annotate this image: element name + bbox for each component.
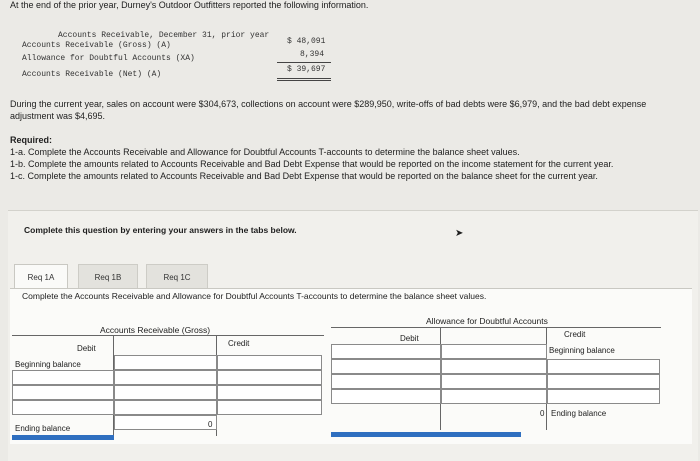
t-account-credit-label: Credit <box>228 339 250 348</box>
balance-row-net-label: Accounts Receivable (Net) (A) <box>22 70 162 79</box>
subtotal-line <box>277 62 331 63</box>
credit-label-input[interactable] <box>547 389 660 404</box>
t-account-title: Allowance for Doubtful Accounts <box>426 316 548 326</box>
complete-prompt: Complete this question by entering your answers in the tabs below. <box>24 225 297 235</box>
t-account-title: Accounts Receivable (Gross) <box>100 325 211 335</box>
ending-balance-bar <box>331 432 521 437</box>
ending-balance-label: Ending balance <box>551 409 607 418</box>
beginning-balance-label: Beginning balance <box>15 360 81 369</box>
debit-input[interactable] <box>114 385 217 400</box>
beginning-balance-label: Beginning balance <box>549 346 615 355</box>
credit-label-input[interactable] <box>547 359 660 374</box>
required-item-1c: 1-c. Complete the amounts related to Accounts Receivable and Bad Debt Expense that would be reported on the balance sheet for the current year. <box>10 171 598 181</box>
debit-label-input[interactable] <box>12 370 114 385</box>
balance-header: Accounts Receivable, December 31, prior year <box>58 31 270 40</box>
credit-input[interactable] <box>217 385 322 400</box>
credit-label-input[interactable] <box>547 374 660 389</box>
t-account-debit-label: Debit <box>77 344 96 353</box>
debit-label-input[interactable] <box>331 359 441 374</box>
credit-input[interactable] <box>217 400 322 415</box>
debit-input[interactable] <box>441 359 547 374</box>
debit-input[interactable] <box>114 400 217 415</box>
debit-input[interactable] <box>114 415 217 430</box>
required-section <box>10 134 660 182</box>
debit-label-input[interactable] <box>12 385 114 400</box>
ending-balance-label: Ending balance <box>15 424 71 433</box>
required-heading: Required: <box>10 135 53 145</box>
tab-req-1a[interactable] <box>14 264 68 289</box>
required-item-1a: 1-a. Complete the Accounts Receivable and Allowance for Doubtful Accounts T-accounts to determine the balance sheet values. <box>10 147 520 157</box>
total-line-2 <box>277 80 331 81</box>
mouse-cursor-icon: ➤ <box>455 228 464 239</box>
tab-req-1b[interactable] <box>78 264 138 289</box>
total-line-1 <box>277 78 331 79</box>
debit-input[interactable] <box>441 344 547 359</box>
tab-label: Req 1C <box>163 272 191 282</box>
balance-row-net-value: $ 39,697 <box>287 65 326 74</box>
intro-text: At the end of the prior year, Durney's Outdoor Outfitters reported the following information. <box>10 0 369 10</box>
credit-input[interactable] <box>217 370 322 385</box>
debit-label-input[interactable] <box>331 389 441 404</box>
t-account-topline <box>331 327 661 328</box>
debit-input[interactable] <box>441 389 547 404</box>
tab-label: Req 1A <box>27 272 55 282</box>
debit-label-input[interactable] <box>331 374 441 389</box>
t-account-debit-label: Debit <box>400 334 419 343</box>
t-account-credit-label: Credit <box>564 330 586 339</box>
ending-balance-value: 0 <box>540 409 545 418</box>
tab-req-1c[interactable] <box>146 264 208 289</box>
debit-label-input[interactable] <box>12 400 114 415</box>
balance-row-allowance-label: Allowance for Doubtful Accounts (XA) <box>22 54 195 63</box>
instruction-text: Complete the Accounts Receivable and Allowance for Doubtful Accounts T-accounts to determine the balance sheet values. <box>22 291 487 301</box>
debit-input[interactable] <box>441 374 547 389</box>
during-paragraph: During the current year, sales on account were $304,673, collections on account were $289,950, write-offs of bad debts were $6,979, and the bad debt expense adjustment was $4,695. <box>10 99 647 121</box>
balance-row-allowance-value: 8,394 <box>300 50 325 59</box>
required-item-1b: 1-b. Complete the amounts related to Accounts Receivable and Bad Debt Expense that would be reported on the income statement for the current year. <box>10 159 614 169</box>
debit-input[interactable] <box>114 370 217 385</box>
ending-balance-value: 0 <box>208 420 213 429</box>
debit-label-input[interactable] <box>331 344 441 359</box>
balance-row-gross-value: $ 48,091 <box>287 37 326 46</box>
tab-label: Req 1B <box>94 272 122 282</box>
t-account-topline <box>12 335 324 336</box>
credit-input[interactable] <box>217 355 322 370</box>
debit-input[interactable] <box>114 355 217 370</box>
balance-row-gross-label: Accounts Receivable (Gross) (A) <box>22 41 171 50</box>
ending-balance-bar <box>12 435 114 440</box>
